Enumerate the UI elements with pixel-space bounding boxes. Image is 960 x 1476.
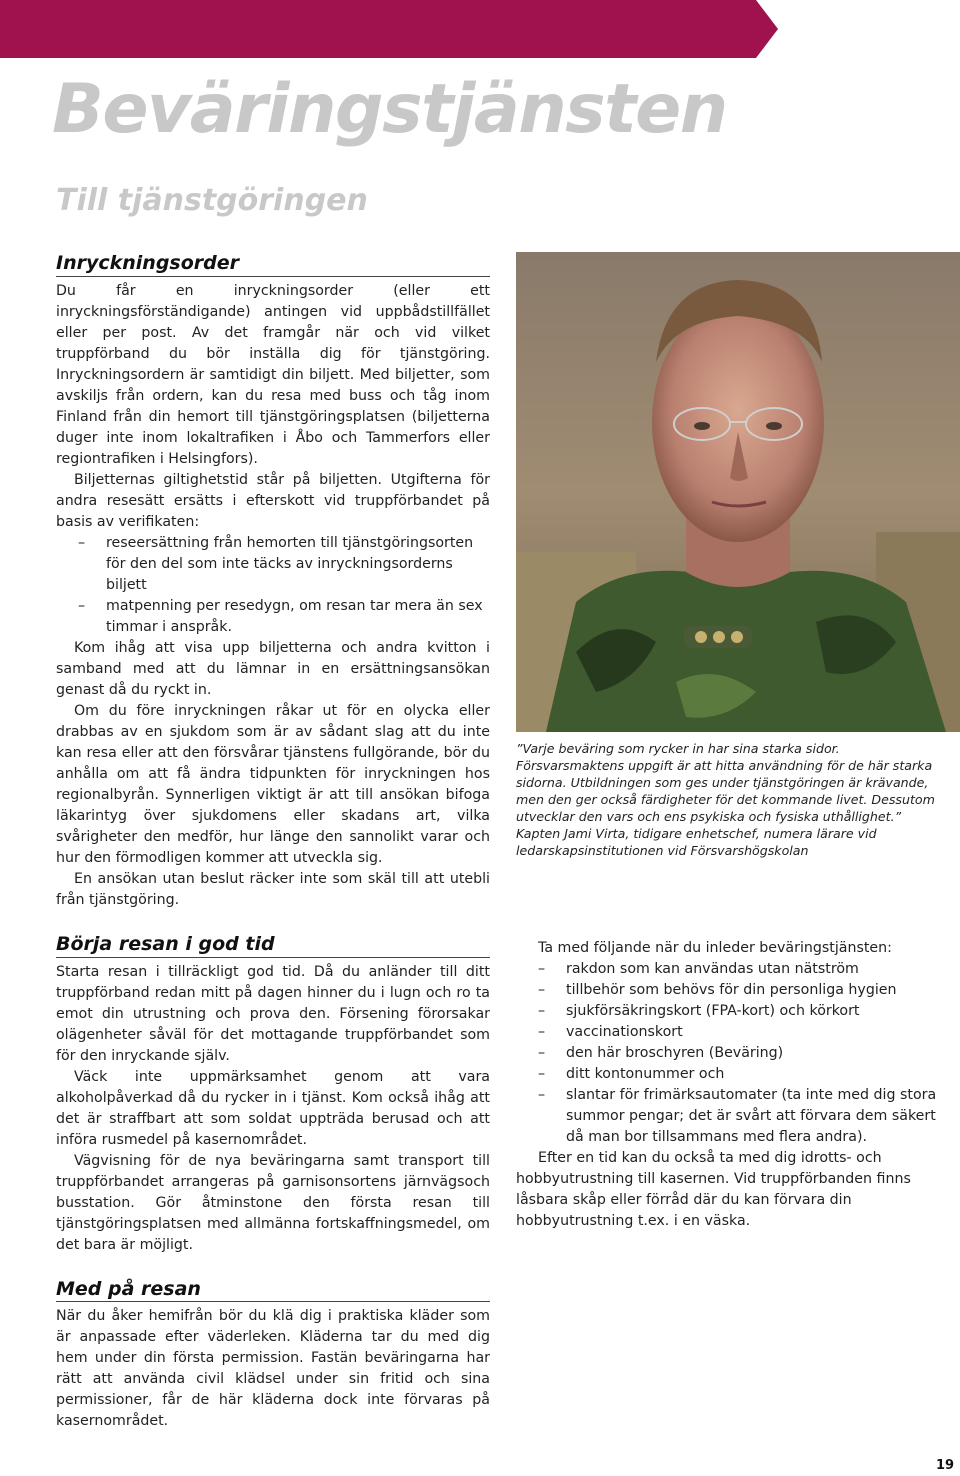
packing-list — [516, 959, 954, 1148]
section-heading: Inryckningsorder — [56, 252, 490, 277]
paragraph: Kom ihåg att visa upp biljetterna och andra kvitton i samband med att du lämnar in en ersättningsansökan genast då du ryckt in. — [56, 639, 490, 698]
section-heading: Börja resan i god tid — [56, 933, 490, 958]
list-item: – rakdon som kan användas utan nätström — [538, 961, 859, 977]
photo-caption — [516, 740, 950, 859]
left-column — [56, 252, 490, 1454]
section-borja-resan — [56, 933, 490, 1256]
paragraph: Biljetternas giltighetstid står på biljetten. Utgifterna för andra resesätt ersätts i efterskott vid truppförbandet på basis av verifikaten: — [56, 471, 490, 530]
paragraph: En ansökan utan beslut räcker inte som skäl till att utebli från tjänstgöring. — [56, 870, 490, 908]
page-number: 19 — [936, 1458, 955, 1473]
packing-outro: Efter en tid kan du också ta med dig idrotts- och hobbyutrustning till kasernen. Vid truppförbanden finns låsbara skåp eller förråd där du kan förvara din hobbyutrustning t.ex. i en väska. — [516, 1150, 911, 1229]
list-item: – vaccinationskort — [538, 1024, 683, 1040]
expense-list — [56, 533, 490, 638]
page-subtitle: Till tjänstgöringen — [56, 183, 368, 218]
portrait-photo — [516, 252, 960, 732]
paragraph: Väck inte uppmärksamhet genom att vara alkoholpåverkad då du rycker in i tjänst. Kom också ihåg att det är straffbart att som soldat uppträda berusad och att införa rusmedel på kasernområdet. — [56, 1068, 490, 1148]
caption-attribution: Kapten Jami Virta, tidigare enhetschef, numera lärare vid ledarskapsinstitutionen vid Försvarshögskolan — [516, 826, 877, 858]
list-item: – reseersättning från hemorten till tjänstgöringsorten för den del som inte täcks av inryckningsorderns biljett — [78, 534, 474, 593]
section-med-pa-resan — [56, 1278, 490, 1433]
paragraph: Starta resan i tillräckligt god tid. Då du anländer till ditt truppförband redan mitt på dagen hinner du i lugn och ro ta emot din utrustning och prova den. Försening förorsakar olägenheter såväl för det mottagande truppförbandet som för den inryckande själv. — [56, 963, 490, 1064]
paragraph: Om du före inryckningen råkar ut för en olycka eller drabbas av en sjukdom som är av sådant slag att du inte kan resa eller att den försvårar tjänstens fullgörande, bör du anhålla om att få ändra tidpunkten för inryckningen hos regionalbyrån. Synnerligen viktigt är att till ansökan bifoga läkarintyg över sjukdomens eller skadans art, vilka svårigheter den medför, hur länge den sannolikt varar och hur den förmodligen kommer att utveckla sig. — [56, 702, 490, 866]
list-item: – ditt kontonummer och — [538, 1066, 725, 1082]
paragraph: När du åker hemifrån bör du klä dig i praktiska kläder som är anpassade efter väderleken. Kläderna tar du med dig hem under din första permission. Fastän beväringarna har rätt att använda civil klädsel under sin fritid och sina permissioner, får de här kläderna dock inte förvaras på kasernområdet. — [56, 1308, 490, 1430]
list-item: – sjukförsäkringskort (FPA-kort) och körkort — [538, 1003, 860, 1019]
header-banner — [0, 0, 778, 58]
section-inryckningsorder — [56, 252, 490, 911]
paragraph: Vägvisning för de nya beväringarna samt transport till truppförbandet arrangeras på garnisonsortens järnvägsoch busstation. Gör åtminstone den första resan till tjänstgöringsplatsen med allmänna fortskaffningsmedel, om det bara är möjligt. — [56, 1152, 490, 1253]
list-item: – matpenning per resedygn, om resan tar mera än sex timmar i anspråk. — [78, 597, 483, 635]
list-item: – den här broschyren (Beväring) — [538, 1045, 784, 1061]
packing-intro: Ta med följande när du inleder beväringstjänsten: — [538, 940, 892, 956]
list-item: – tillbehör som behövs för din personliga hygien — [538, 982, 897, 998]
paragraph: Du får en inryckningsorder (eller ett inryckningsförständigande) antingen vid uppbådstillfället eller per post. Av det framgår när och vid vilket truppförband du bör inställa dig för tjänstgöring. Inryckningsordern är samtidigt din biljett. Med biljetter, som avskiljs från ordern, kan du resa med buss och tåg inom Finland från din hemort till tjänstgöringsplatsen (biljetterna duger inte inom lokaltrafiken i Åbo och Tammerfors eller regiontrafiken i Helsingfors). — [56, 282, 490, 467]
list-item: – slantar för frimärksautomater (ta inte med dig stora summor pengar; det är svårt att förvara dem säkert då man bor tillsammans med flera andra). — [538, 1087, 937, 1145]
page-title: Beväringstjänsten — [52, 70, 727, 149]
right-column — [516, 938, 954, 1232]
section-heading: Med på resan — [56, 1278, 490, 1303]
caption-quote: ”Varje beväring som rycker in har sina starka sidor. Försvarsmaktens uppgift är att hitta användning för de här starka sidorna. Utbildningen som ges under tjänstgöringen är krävande, men den ger också färdigheter för det kommande livet. Dessutom utvecklar den vars och ens psykiska och fysiska uthållighet.” — [516, 741, 935, 824]
